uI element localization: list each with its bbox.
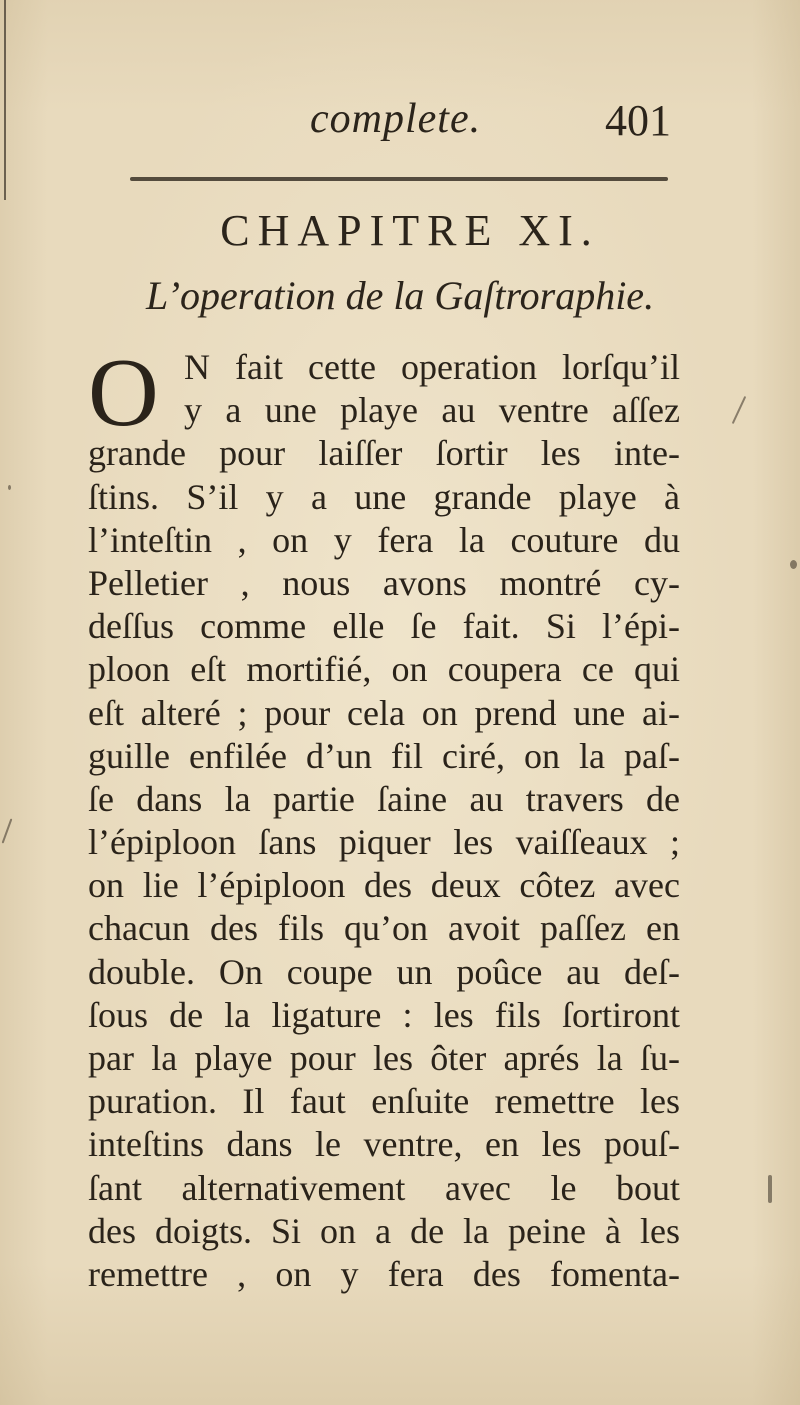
- text-line: ſous de la ligature : les fils ſortiront: [88, 994, 680, 1035]
- text-line: l’inteſtin , on y fera la couture du: [88, 519, 680, 560]
- drop-cap: O: [88, 339, 159, 447]
- text-line: ſant alternativement avec le bout: [88, 1167, 680, 1208]
- ink-speck: [768, 1175, 772, 1203]
- text-line: deſſus comme elle ſe fait. Si l’épi-: [88, 606, 680, 647]
- text-line: inteſtins dans le ventre, en les pouſ-: [88, 1124, 680, 1165]
- text-line: ploon eſt mortifié, on coupera ce qui: [88, 649, 680, 690]
- text-line: remettre , on y fera des fomenta-: [88, 1253, 680, 1294]
- text-line: chacun des fils qu’on avoit paſſez en: [88, 908, 680, 949]
- header-rule: [130, 177, 668, 181]
- text-line: par la playe pour les ôter aprés la ſu-: [88, 1038, 680, 1078]
- text-line: eſt alteré ; pour cela on prend une ai-: [88, 692, 680, 733]
- ink-speck: [8, 485, 11, 490]
- text-line: puration. Il faut enſuite remettre les: [88, 1081, 680, 1122]
- text-line: on lie l’épiploon des deux côtez avec: [88, 865, 680, 906]
- ink-speck: [732, 396, 746, 424]
- text-line: N fait cette operation lorſqu’il: [184, 347, 680, 387]
- text-line: ſtins. S’il y a une grande playe à: [88, 476, 680, 517]
- ink-speck: [2, 818, 13, 843]
- text-line: grande pour laiſſer ſortir les inte-: [88, 433, 680, 474]
- text-line: guille enfilée d’un fil ciré, on la paſ-: [88, 735, 680, 776]
- text-line: l’épiploon ſans piquer les vaiſſeaux ;: [88, 822, 680, 863]
- page-number: 401: [605, 96, 671, 145]
- chapter-subtitle: L’operation de la Gaſtroraphie.: [145, 273, 655, 318]
- running-head-title: complete.: [310, 96, 482, 142]
- text-line: Pelletier , nous avons montré cy-: [88, 562, 680, 603]
- running-head: [0, 95, 800, 155]
- text-line: ſe dans la partie ſaine au travers de: [88, 778, 680, 819]
- text-line: des doigts. Si on a de la peine à les: [88, 1210, 680, 1251]
- text-line: y a une playe au ventre aſſez: [184, 390, 680, 431]
- chapter-heading: CHAPITRE XI.: [220, 206, 600, 255]
- body-text: [88, 339, 680, 1296]
- text-line: double. On coupe un poûce au deſ-: [88, 951, 680, 992]
- ink-speck: [790, 560, 797, 569]
